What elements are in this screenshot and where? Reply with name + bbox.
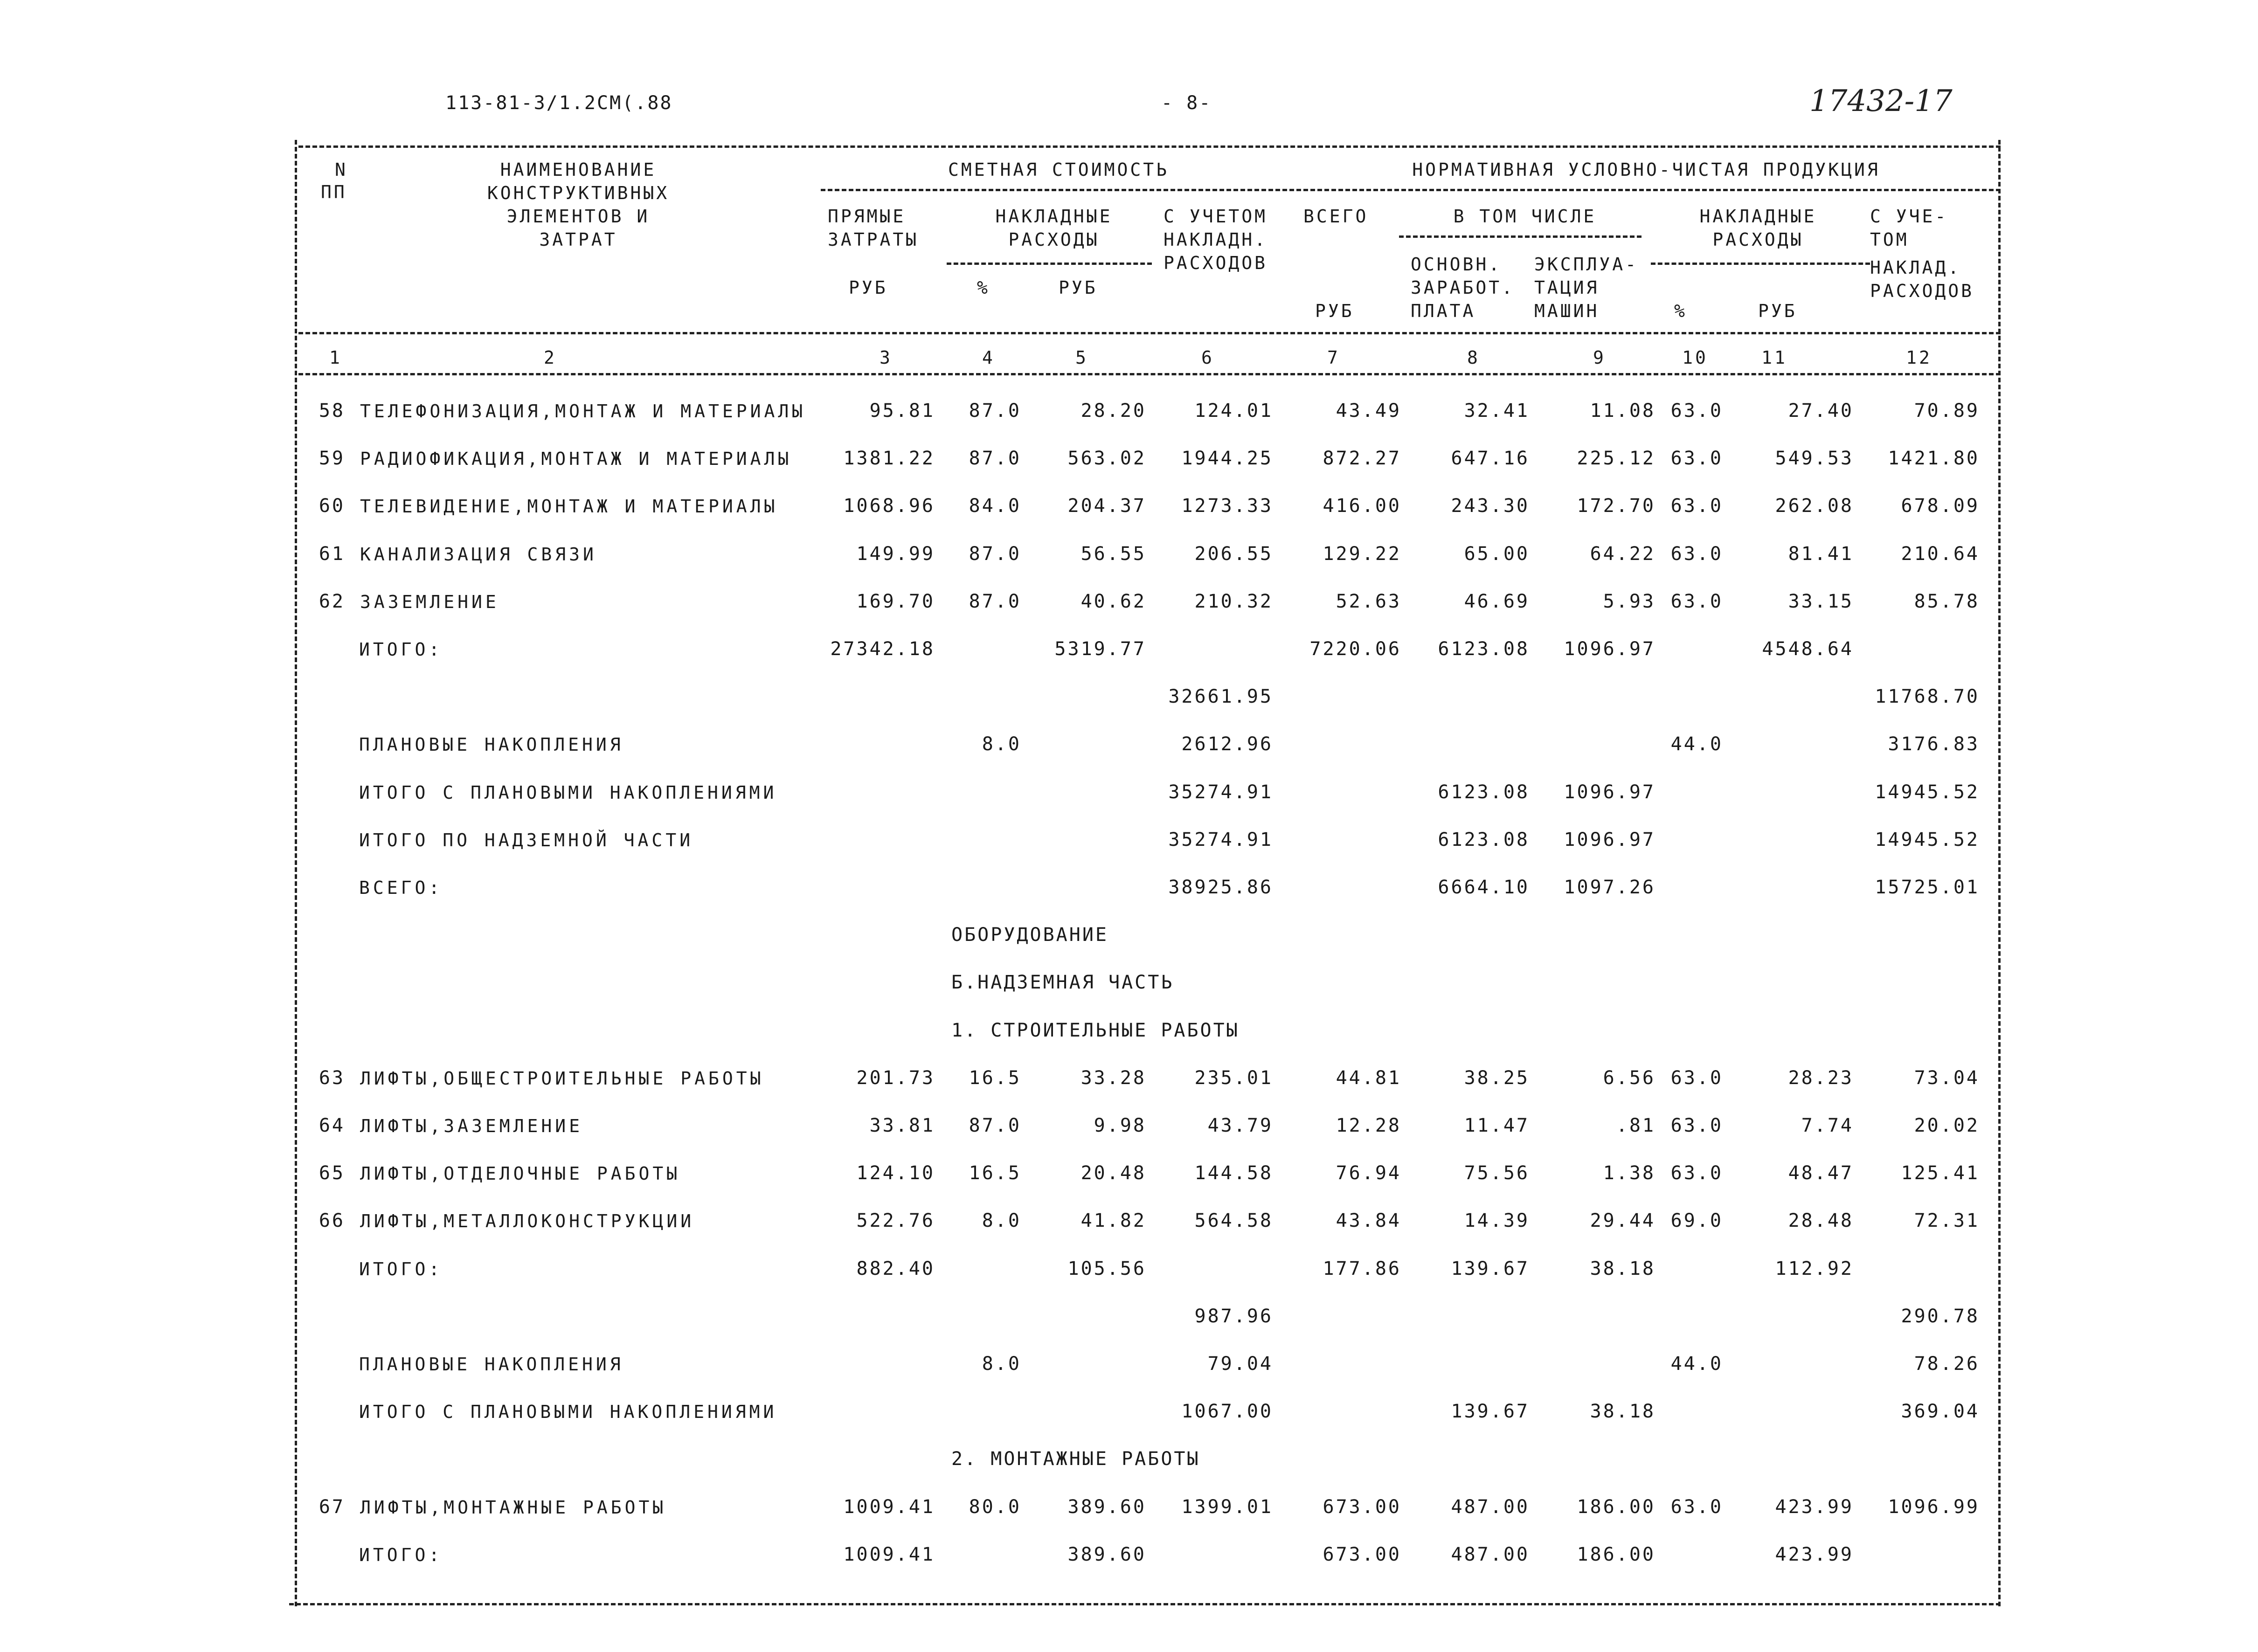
header-pryamye-1: ПРЯМЫЕ (828, 206, 906, 227)
cell-c10: 63.0 (1670, 591, 1723, 612)
cell-c7: 76.94 (1336, 1162, 1401, 1184)
cell-c9: 6.56 (1603, 1067, 1655, 1089)
cell-c7: 52.63 (1336, 591, 1401, 612)
cell-c10: 63.0 (1670, 495, 1723, 517)
cell-c11: 81.41 (1788, 543, 1854, 565)
cell-c6: 43.79 (1207, 1115, 1273, 1136)
cell-c12: 73.04 (1914, 1067, 1980, 1089)
cell-c11: 33.15 (1788, 591, 1854, 612)
cell-c6: 1273.33 (1181, 495, 1273, 517)
colnum-11: 11 (1761, 347, 1787, 368)
header-osnovn-3: ПЛАТА (1411, 301, 1476, 321)
row-name: ЛИФТЫ,МЕТАЛЛОКОНСТРУКЦИИ (360, 1211, 695, 1231)
cell-c9: 1096.97 (1564, 829, 1655, 850)
row-number: 61 (319, 543, 345, 565)
header-name-3: ЭЛЕМЕНТОВ И (506, 206, 650, 227)
cell-c11: 48.47 (1788, 1162, 1854, 1184)
header-osnovn-1: ОСНОВН. (1411, 254, 1502, 275)
cell-c4: 87.0 (969, 448, 1021, 469)
row-name: ЗАЗЕМЛЕНИЕ (360, 592, 499, 612)
cell-c3: 169.70 (856, 591, 935, 612)
row-number: 62 (319, 591, 345, 612)
cell-c3: 95.81 (869, 400, 935, 422)
cell-c9: 38.18 (1590, 1401, 1655, 1422)
cell-c3: 1068.96 (843, 495, 935, 517)
cell-c7: 177.86 (1323, 1258, 1401, 1279)
cell-c9: 5.93 (1603, 591, 1655, 612)
section-heading: Б.НАДЗЕМНАЯ ЧАСТЬ (951, 972, 1174, 993)
header-nakladnye-norm-2: РАСХОДЫ (1712, 229, 1804, 250)
header-name-2: КОНСТРУКТИВНЫХ (487, 183, 670, 203)
cell-c6: 564.58 (1194, 1210, 1273, 1231)
cell-c9: 1.38 (1603, 1162, 1655, 1184)
cell-c12: 15725.01 (1875, 877, 1980, 898)
cell-c5: 105.56 (1067, 1258, 1146, 1279)
header-pp: ПП (321, 182, 347, 202)
cell-c4: 87.0 (969, 400, 1021, 422)
cell-c8: 32.41 (1464, 400, 1530, 422)
cell-c12: 1421.80 (1888, 448, 1980, 469)
header-ekspl-3: МАШИН (1534, 301, 1600, 321)
cell-c3: 33.81 (869, 1115, 935, 1136)
cell-c8: 139.67 (1451, 1258, 1530, 1279)
row-name: ПЛАНОВЫЕ НАКОПЛЕНИЯ (359, 734, 624, 755)
cell-c12: 3176.83 (1888, 733, 1980, 755)
row-number: 63 (319, 1067, 345, 1089)
cell-c4: 16.5 (969, 1067, 1021, 1089)
row-name: ЛИФТЫ,ЗАЗЕМЛЕНИЕ (360, 1116, 583, 1136)
row-name: ИТОГО ПО НАДЗЕМНОЙ ЧАСТИ (359, 830, 694, 850)
colnum-10: 10 (1682, 347, 1708, 368)
row-number: 59 (319, 448, 345, 469)
cell-c12: 70.89 (1914, 400, 1980, 422)
table-bottom-rule (289, 1603, 2001, 1605)
cell-c8: 75.56 (1464, 1162, 1530, 1184)
cell-c5: 33.28 (1081, 1067, 1146, 1089)
cell-c3: 1009.41 (843, 1544, 935, 1565)
cell-c6: 144.58 (1194, 1162, 1273, 1184)
row-name: ТЕЛЕВИДЕНИЕ,МОНТАЖ И МАТЕРИАЛЫ (360, 496, 778, 517)
cell-c6: 35274.91 (1168, 781, 1273, 803)
cell-c11: 28.48 (1788, 1210, 1854, 1231)
cell-c12: 11768.70 (1875, 686, 1980, 707)
cell-c8: 6123.08 (1438, 638, 1530, 660)
cell-c11: 112.92 (1775, 1258, 1854, 1279)
cell-c8: 14.39 (1464, 1210, 1530, 1231)
cell-c10: 63.0 (1670, 543, 1723, 565)
cell-c7: 872.27 (1323, 448, 1401, 469)
row-name: ИТОГО С ПЛАНОВЫМИ НАКОПЛЕНИЯМИ (359, 782, 777, 803)
colnum-9: 9 (1593, 347, 1606, 368)
cell-c3: 201.73 (856, 1067, 935, 1089)
cell-c11: 4548.64 (1762, 638, 1854, 660)
cell-c7: 12.28 (1336, 1115, 1401, 1136)
row-name: ПЛАНОВЫЕ НАКОПЛЕНИЯ (359, 1354, 624, 1375)
row-name: ИТОГО: (359, 1259, 443, 1279)
cell-c6: 2612.96 (1181, 733, 1273, 755)
colnum-5: 5 (1075, 347, 1088, 368)
header-smetnaya: СМЕТНАЯ СТОИМОСТЬ (948, 159, 1169, 180)
cell-c11: 28.23 (1788, 1067, 1854, 1089)
header-s-uche-2: ТОМ (1870, 229, 1909, 250)
header-name-4: ЗАТРАТ (539, 229, 617, 250)
header-name-1: НАИМЕНОВАНИЕ (500, 159, 657, 180)
cell-c5: 563.02 (1067, 448, 1146, 469)
cell-c4: 87.0 (969, 1115, 1021, 1136)
cell-c11: 27.40 (1788, 400, 1854, 422)
cell-c9: 1096.97 (1564, 638, 1655, 660)
cell-c12: 369.04 (1901, 1401, 1980, 1422)
cell-c5: 389.60 (1067, 1544, 1146, 1565)
cell-c12: 72.31 (1914, 1210, 1980, 1231)
row-name: ИТОГО С ПЛАНОВЫМИ НАКОПЛЕНИЯМИ (359, 1402, 777, 1422)
cell-c9: 11.08 (1590, 400, 1655, 422)
cell-c4: 87.0 (969, 543, 1021, 565)
cell-c12: 290.78 (1901, 1306, 1980, 1327)
header-rule-2 (1399, 235, 1642, 238)
cell-c12: 1096.99 (1888, 1496, 1980, 1518)
cell-c3: 882.40 (856, 1258, 935, 1279)
row-number: 58 (319, 400, 345, 422)
header-pryamye-2: ЗАТРАТЫ (828, 229, 919, 250)
header-rule-4 (1651, 263, 1870, 265)
header-v-tom-chisle: В ТОМ ЧИСЛЕ (1453, 206, 1597, 227)
cell-c6: 235.01 (1194, 1067, 1273, 1089)
cell-c5: 41.82 (1081, 1210, 1146, 1231)
cell-c4: 16.5 (969, 1162, 1021, 1184)
cell-c3: 124.10 (856, 1162, 935, 1184)
cell-c10: 63.0 (1670, 1115, 1723, 1136)
row-number: 64 (319, 1115, 345, 1136)
left-border (295, 140, 297, 1606)
document-code: 113-81-3/1.2СМ(.88 (445, 92, 673, 114)
header-ekspl-1: ЭКСПЛУА- (1534, 254, 1639, 275)
cell-c6: 32661.95 (1168, 686, 1273, 707)
cell-c10: 69.0 (1670, 1210, 1723, 1231)
section-heading: ОБОРУДОВАНИЕ (951, 924, 1108, 946)
header-s-uchetom-3: РАСХОДОВ (1164, 253, 1268, 273)
cell-c6: 1067.00 (1181, 1401, 1273, 1422)
row-name: КАНАЛИЗАЦИЯ СВЯЗИ (360, 544, 597, 565)
cell-c8: 38.25 (1464, 1067, 1530, 1089)
colnum-3: 3 (880, 347, 893, 368)
header-s-uche-3: НАКЛАД. (1870, 257, 1961, 278)
header-rub-3: РУБ (849, 277, 888, 298)
cell-c9: 186.00 (1577, 1544, 1655, 1565)
cell-c8: 487.00 (1451, 1496, 1530, 1518)
cell-c6: 124.01 (1194, 400, 1273, 422)
page-number: - 8- (1161, 92, 1212, 114)
cell-c9: .81 (1616, 1115, 1655, 1136)
row-name: ЛИФТЫ,ОТДЕЛОЧНЫЕ РАБОТЫ (360, 1163, 681, 1184)
section-heading: 1. СТРОИТЕЛЬНЫЕ РАБОТЫ (951, 1020, 1240, 1041)
cell-c10: 63.0 (1670, 400, 1723, 422)
cell-c5: 20.48 (1081, 1162, 1146, 1184)
cell-c12: 14945.52 (1875, 781, 1980, 803)
row-name: РАДИОФИКАЦИЯ,МОНТАЖ И МАТЕРИАЛЫ (360, 449, 792, 469)
cell-c9: 1096.97 (1564, 781, 1655, 803)
cell-c12: 14945.52 (1875, 829, 1980, 850)
document-number-handwritten: 17432-17 (1809, 84, 1953, 118)
cell-c4: 87.0 (969, 591, 1021, 612)
section-heading: 2. МОНТАЖНЫЕ РАБОТЫ (951, 1448, 1200, 1470)
right-border (1998, 140, 2001, 1606)
cell-c5: 56.55 (1081, 543, 1146, 565)
cell-c12: 125.41 (1901, 1162, 1980, 1184)
cell-c11: 7.74 (1801, 1115, 1854, 1136)
cell-c11: 423.99 (1775, 1496, 1854, 1518)
cell-c4: 8.0 (982, 1210, 1021, 1231)
header-ekspl-2: ТАЦИЯ (1534, 277, 1600, 298)
cell-c8: 139.67 (1451, 1401, 1530, 1422)
header-rule-1 (821, 189, 2001, 191)
header-rub-11: РУБ (1758, 301, 1797, 321)
cell-c6: 1944.25 (1181, 448, 1273, 469)
header-rub-5: РУБ (1059, 277, 1098, 298)
numbers-bottom-rule (298, 373, 2001, 375)
row-name: ИТОГО: (359, 1545, 443, 1565)
colnum-8: 8 (1467, 347, 1480, 368)
row-number: 65 (319, 1162, 345, 1184)
cell-c10: 63.0 (1670, 1067, 1723, 1089)
cell-c7: 673.00 (1323, 1496, 1401, 1518)
cell-c4: 80.0 (969, 1496, 1021, 1518)
cell-c10: 63.0 (1670, 448, 1723, 469)
header-normativnaya: НОРМАТИВНАЯ УСЛОВНО-ЧИСТАЯ ПРОДУКЦИЯ (1412, 159, 1880, 180)
header-s-uche-4: РАСХОДОВ (1870, 281, 1974, 301)
header-s-uchetom-1: С УЧЕТОМ (1164, 206, 1268, 227)
cell-c9: 172.70 (1577, 495, 1655, 517)
cell-c4: 8.0 (982, 733, 1021, 755)
colnum-7: 7 (1327, 347, 1340, 368)
cell-c4: 8.0 (982, 1353, 1021, 1375)
cell-c10: 44.0 (1670, 733, 1723, 755)
cell-c12: 210.64 (1901, 543, 1980, 565)
cell-c8: 6123.08 (1438, 781, 1530, 803)
cell-c6: 35274.91 (1168, 829, 1273, 850)
cell-c5: 9.98 (1094, 1115, 1146, 1136)
header-vsego: ВСЕГО (1303, 206, 1369, 227)
cell-c7: 43.49 (1336, 400, 1401, 422)
cell-c6: 1399.01 (1181, 1496, 1273, 1518)
row-number: 66 (319, 1210, 345, 1231)
row-name: ИТОГО: (359, 639, 443, 660)
cell-c12: 678.09 (1901, 495, 1980, 517)
header-nakladnye-norm-1: НАКЛАДНЫЕ (1699, 206, 1817, 227)
cell-c3: 1381.22 (843, 448, 935, 469)
cell-c10: 63.0 (1670, 1496, 1723, 1518)
cell-c9: 1097.26 (1564, 877, 1655, 898)
cell-c5: 204.37 (1067, 495, 1146, 517)
cell-c11: 549.53 (1775, 448, 1854, 469)
row-number: 60 (319, 495, 345, 517)
colnum-6: 6 (1201, 347, 1214, 368)
header-rule-3 (947, 263, 1152, 265)
cell-c7: 129.22 (1323, 543, 1401, 565)
cell-c11: 262.08 (1775, 495, 1854, 517)
header-osnovn-2: ЗАРАБОТ. (1411, 277, 1515, 298)
cell-c8: 6664.10 (1438, 877, 1530, 898)
header-pct-10: % (1674, 301, 1687, 321)
cell-c8: 243.30 (1451, 495, 1530, 517)
header-bottom-rule (298, 332, 2001, 334)
cell-c3: 522.76 (856, 1210, 935, 1231)
header-n: N (335, 159, 348, 180)
cell-c7: 673.00 (1323, 1544, 1401, 1565)
header-pct-4: % (977, 277, 990, 298)
cell-c10: 63.0 (1670, 1162, 1723, 1184)
cell-c8: 647.16 (1451, 448, 1530, 469)
cell-c6: 987.96 (1194, 1306, 1273, 1327)
cell-c5: 40.62 (1081, 591, 1146, 612)
header-rub-7: РУБ (1315, 301, 1354, 321)
cell-c4: 84.0 (969, 495, 1021, 517)
cell-c6: 210.32 (1194, 591, 1273, 612)
colnum-4: 4 (982, 347, 995, 368)
cell-c7: 44.81 (1336, 1067, 1401, 1089)
cell-c6: 38925.86 (1168, 877, 1273, 898)
header-s-uche-1: С УЧЕ- (1870, 206, 1948, 227)
colnum-2: 2 (544, 347, 557, 368)
cell-c9: 64.22 (1590, 543, 1655, 565)
header-s-uchetom-2: НАКЛАДН. (1164, 229, 1268, 250)
cell-c8: 65.00 (1464, 543, 1530, 565)
cell-c8: 46.69 (1464, 591, 1530, 612)
cell-c12: 20.02 (1914, 1115, 1980, 1136)
cell-c9: 38.18 (1590, 1258, 1655, 1279)
cell-c12: 85.78 (1914, 591, 1980, 612)
cell-c3: 1009.41 (843, 1496, 935, 1518)
cell-c7: 7220.06 (1309, 638, 1401, 660)
cell-c7: 43.84 (1336, 1210, 1401, 1231)
cell-c3: 149.99 (856, 543, 935, 565)
cell-c11: 423.99 (1775, 1544, 1854, 1565)
cell-c8: 487.00 (1451, 1544, 1530, 1565)
cell-c5: 5319.77 (1054, 638, 1146, 660)
colnum-1: 1 (329, 347, 342, 368)
cell-c8: 6123.08 (1438, 829, 1530, 850)
header-nakladnye-1: НАКЛАДНЫЕ (995, 206, 1113, 227)
colnum-12: 12 (1906, 347, 1932, 368)
row-name: ЛИФТЫ,МОНТАЖНЫЕ РАБОТЫ (360, 1497, 667, 1518)
cell-c9: 29.44 (1590, 1210, 1655, 1231)
header-nakladnye-2: РАСХОДЫ (1008, 229, 1100, 250)
row-name: ЛИФТЫ,ОБЩЕСТРОИТЕЛЬНЫЕ РАБОТЫ (360, 1068, 764, 1089)
row-name: ТЕЛЕФОНИЗАЦИЯ,МОНТАЖ И МАТЕРИАЛЫ (360, 401, 806, 422)
cell-c3: 27342.18 (830, 638, 935, 660)
row-number: 67 (319, 1496, 345, 1518)
cell-c9: 186.00 (1577, 1496, 1655, 1518)
cell-c9: 225.12 (1577, 448, 1655, 469)
row-name: ВСЕГО: (359, 878, 443, 898)
cell-c5: 28.20 (1081, 400, 1146, 422)
cell-c5: 389.60 (1067, 1496, 1146, 1518)
cell-c12: 78.26 (1914, 1353, 1980, 1375)
table-top-rule (298, 145, 2001, 148)
cell-c6: 79.04 (1207, 1353, 1273, 1375)
cell-c8: 11.47 (1464, 1115, 1530, 1136)
cell-c7: 416.00 (1323, 495, 1401, 517)
cell-c6: 206.55 (1194, 543, 1273, 565)
cell-c10: 44.0 (1670, 1353, 1723, 1375)
